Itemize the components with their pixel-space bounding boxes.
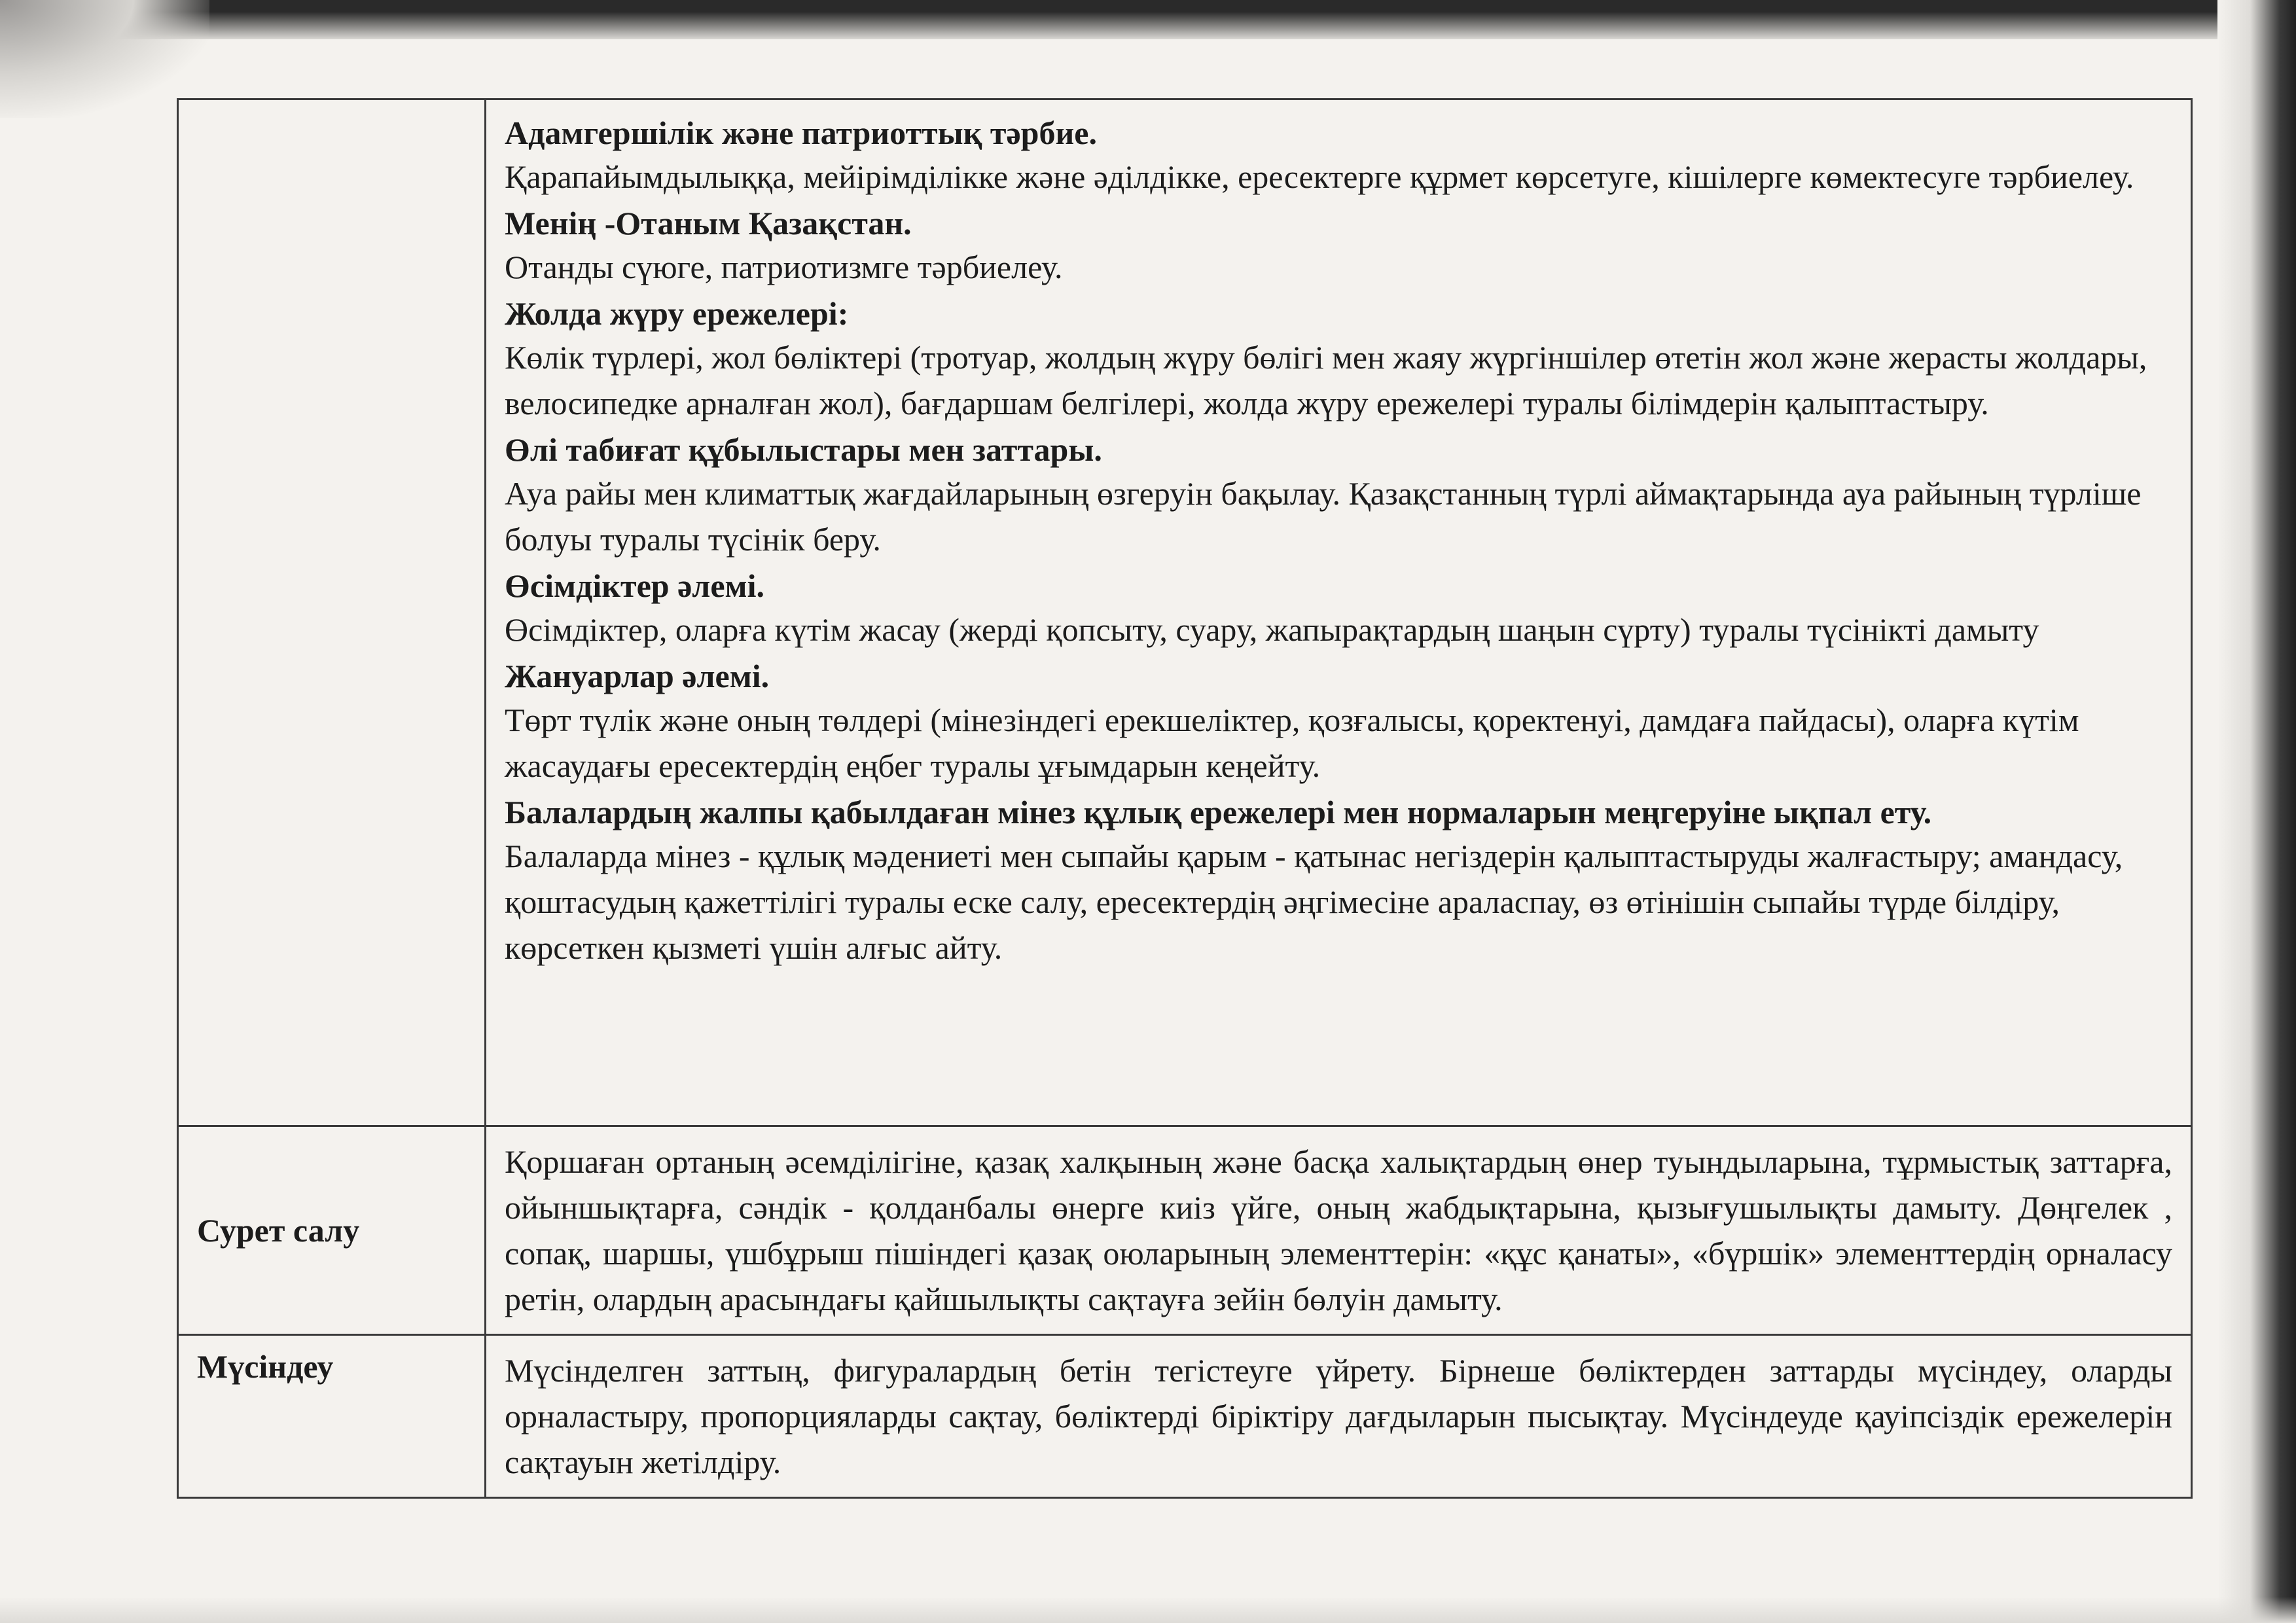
scan-right-edge [2217,0,2296,1623]
label-cell-empty [178,99,486,1126]
topic-heading: Балалардың жалпы қабылдаған мінез құлық ережелері мен нормаларын меңгеруіне ықпал ету. [505,794,1932,830]
scan-bottom-edge [0,1597,2296,1623]
table-row-topics [178,99,2192,1126]
row-label-drawing: Сурет салу [178,1126,486,1335]
topic-text: Төрт түлік және оның төлдері (мінезіндегі ерекшеліктер, қозғалысы, қоректенуі, дамдаға пайдасы), оларға күтім жасаудағы ересектердің еңбег туралы ұғымдарын кеңейту. [505,702,2079,784]
row-label-modeling: Мүсіндеу [178,1335,486,1498]
topic-text: Отанды сүюге, патриотизмге тәрбиелеу. [505,249,1063,285]
topic-heading: Өсімдіктер әлемі. [505,567,764,604]
topic-heading: Менің -Отаным Қазақстан. [505,205,912,241]
topic-heading: Адамгершілік және патриоттық тәрбие. [505,115,1097,151]
row-text-modeling [486,1335,2192,1498]
topic-heading: Жануарлар әлемі. [505,658,770,694]
topic-heading: Өлі табиғат құбылыстары мен заттары. [505,431,1102,468]
topic-text: Ауа райы мен климаттық жағдайларының өзгеруін бақылау. Қазақстанның түрлі аймақтарында ауа райының түрліше болуы туралы түсінік беру. [505,475,2142,558]
table-row-drawing [178,1126,2192,1335]
row-text: Мүсінделген заттың, фигуралардың бетін тегістеуге үйрету. Бірнеше бөліктерден заттарды мүсіндеу, оларды орналастыру, пропорцияларды сақтау, бөліктерді біріктіру дағдыларын пысықтау. Мүсіндеуде қауіпсіздік ережелерін сақтауын жетілдіру. [505,1352,2172,1480]
row-text: Қоршаған ортаның әсемділігіне, қазақ халқының және басқа халықтардың өнер туындыларына, тұрмыстық заттарға, ойыншықтарға, сәндік - қолданбалы өнерге киіз үйге, оның жабдықтарына, қызығушылықты дамыту. Дөңгелек , сопақ, шаршы, үшбұрыш пішіндегі қазақ оюларының элементтерін: «құс қанаты», «бүршік» элементтердің орналасу ретін, олардың арасындағы қайшылықты сақтауға зейін бөлуін дамыту. [505,1143,2172,1317]
topic-heading: Жолда жүру ережелері: [505,295,849,332]
topic-text: Көлік түрлері, жол бөліктері (тротуар, жолдың жүру бөлігі мен жаяу жүргіншілер өтетін жол және жерасты жолдары, велосипедке арналған жол), бағдаршам белгілері, жолда жүру ережелері туралы білімдерін қалыптастыру. [505,339,2147,421]
table-row-modeling [178,1335,2192,1498]
scan-top-shadow [0,0,2296,39]
topic-text: Өсімдіктер, оларға күтім жасау (жерді қопсыту, суару, жапырақтардың шаңын сүрту) туралы түсінікті дамыту [505,611,2039,648]
topic-text: Балаларда мінез - құлық мәдениеті мен сыпайы қарым - қатынас негіздерін қалыптастыруды жалғастыру; амандасу, қоштасудың қажеттілігі туралы еске салу, ересектердің әңгімесіне араласпау, өз өтінішін сыпайы түрде білдіру, көрсеткен қызметі үшін алғыс айту. [505,838,2123,966]
topic-text: Қарапайымдылыққа, мейірімділікке және әділдікке, ересектерге құрмет көрсетуге, кішілерге көмектесуге тәрбиелеу. [505,158,2134,195]
topics-cell [486,99,2192,1126]
row-text-drawing [486,1126,2192,1335]
curriculum-table [177,98,2193,1499]
